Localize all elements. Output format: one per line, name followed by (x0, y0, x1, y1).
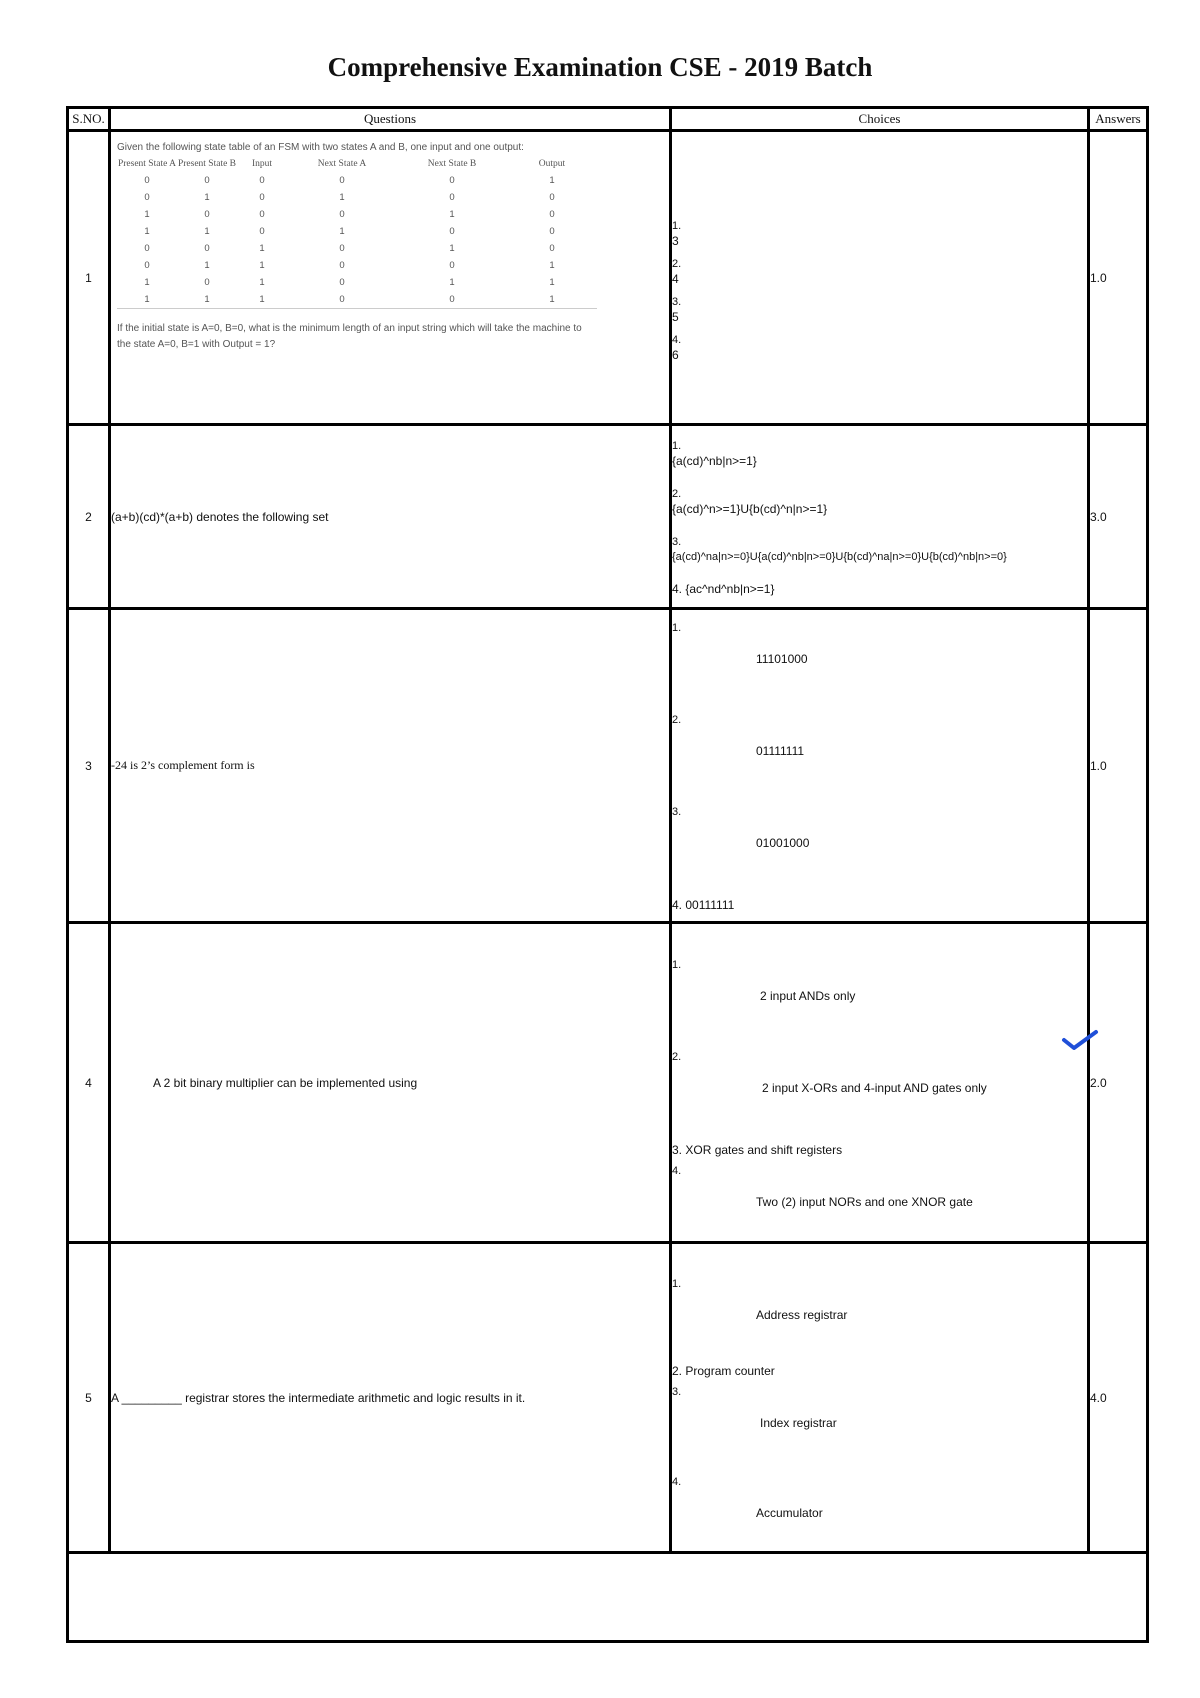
choices-cell (671, 1243, 1089, 1553)
choice-inline (672, 897, 1087, 913)
state-table-row (117, 291, 597, 309)
header-choices: Choices (671, 108, 1089, 131)
choice-number: 4. (672, 898, 683, 912)
choice-text: Accumulator (756, 1506, 823, 1520)
state-col-header: Present State B (177, 158, 237, 169)
choice-text: 11101000 (756, 652, 808, 666)
state-table-cell: 1 (549, 260, 555, 271)
state-table-cell: 1 (177, 291, 237, 309)
state-table-cell: 0 (259, 226, 265, 237)
state-table-cell: 1 (549, 175, 555, 186)
choice-text: {a(cd)^na|n>=0}U{a(cd)^nb|n>=0}U{b(cd)^na|n>=0}U{b(cd)^nb|n>=0} (672, 551, 1007, 563)
state-table-cell: 0 (204, 209, 210, 220)
choice-text: 6 (672, 347, 679, 362)
state-table-cell: 1 (449, 209, 455, 220)
state-table-cell: 1 (259, 243, 265, 254)
choice-number: 3. (672, 536, 682, 548)
choice-number: 4. (672, 582, 683, 596)
table-row (68, 609, 1148, 923)
state-table-cell: 1 (204, 192, 210, 203)
choice-number: 1. (672, 622, 682, 634)
choice-number: 4. (672, 333, 682, 346)
choice-text: {a(cd)^nb|n>=1} (672, 454, 757, 468)
state-table-cell: 1 (549, 277, 555, 288)
fsm-outro: If the initial state is A=0, B=0, what is the minimum length of an input string which will take the machine to the state A=0, B=1 with Output = 1? (117, 323, 582, 350)
empty-cell (68, 1553, 1148, 1642)
state-table-cell: 0 (259, 192, 265, 203)
choice-text: {ac^nd^nb|n>=1} (685, 582, 775, 596)
state-table-cell: 0 (339, 260, 345, 271)
state-table-cell: 0 (449, 192, 455, 203)
choice-number: 2. (672, 714, 682, 726)
question-text: A _________ registrar stores the intermediate arithmetic and logic results in it. (110, 1243, 671, 1553)
state-table-cell: 1 (259, 260, 265, 271)
choice-number: 2. (672, 1051, 682, 1063)
choice-number: 1. (672, 1278, 682, 1290)
question-text: A 2 bit binary multiplier can be implemented using (110, 923, 671, 1243)
choices-cell (671, 425, 1089, 609)
state-table-cell: 0 (204, 175, 210, 186)
state-table-cell: 0 (259, 175, 265, 186)
state-col-header: Output (538, 158, 566, 169)
choice-text: {a(cd)^n>=1}U{b(cd)^n|n>=1} (672, 502, 828, 516)
choice-text: XOR gates and shift registers (685, 1143, 843, 1157)
choice-number: 3. (672, 1143, 683, 1157)
choice-number: 3. (672, 1386, 682, 1398)
choice-number: 2. (672, 488, 682, 500)
choices-cell (671, 609, 1089, 923)
choice-inline (672, 581, 1087, 597)
state-table-cell: 0 (204, 243, 210, 254)
state-table-cell: 1 (144, 209, 150, 220)
state-table-cell: 0 (449, 175, 455, 186)
state-table-cell: 0 (144, 175, 150, 186)
choice-text: 2 input ANDs only (760, 989, 856, 1003)
fsm-intro: Given the following state table of an FSM with two states A and B, one input and one output: (117, 142, 524, 153)
answer-cell: 1.0 (1089, 609, 1148, 923)
serial-number: 5 (68, 1243, 110, 1553)
serial-number: 2 (68, 425, 110, 609)
choice-text: 01001000 (756, 836, 810, 850)
choice-text: 3 (672, 233, 679, 248)
choice-text: 2 input X-ORs and 4-input AND gates only (762, 1081, 987, 1095)
choice-number: 3. (672, 295, 682, 308)
choices-cell (671, 131, 1089, 425)
header-sno: S.NO. (68, 108, 110, 131)
choice-number: 1. (672, 440, 682, 452)
state-table-cell: 0 (549, 192, 555, 203)
choice-number: 1. (672, 219, 682, 232)
choice-text: Index registrar (760, 1416, 837, 1430)
state-table-row (117, 274, 597, 291)
state-table-row (117, 206, 597, 223)
state-table-cell: 1 (204, 226, 210, 237)
table-row (68, 131, 1148, 425)
question-text: -24 is 2’s complement form is (110, 609, 671, 923)
question-text: (a+b)(cd)*(a+b) denotes the following set (110, 425, 671, 609)
choice-number: 3. (672, 806, 682, 818)
state-table-cell: 1 (237, 291, 287, 309)
state-table-cell: 1 (144, 226, 150, 237)
state-table-row (117, 189, 597, 206)
state-col-header: Present State A (117, 158, 177, 169)
state-table-cell: 1 (204, 260, 210, 271)
state-table-cell: 1 (449, 243, 455, 254)
choice-text: Two (2) input NORs and one XNOR gate (756, 1195, 973, 1209)
page-title: Comprehensive Examination CSE - 2019 Batch (327, 52, 873, 82)
state-table-cell: 0 (204, 277, 210, 288)
table-row-empty (68, 1553, 1148, 1642)
state-table-cell: 0 (144, 260, 150, 271)
state-table-cell: 0 (549, 226, 555, 237)
state-col-header: Input (251, 158, 273, 169)
state-table-cell: 1 (339, 226, 345, 237)
choice-text: 5 (672, 309, 679, 324)
table-row (68, 425, 1148, 609)
state-table-cell: 0 (287, 291, 397, 309)
header-questions: Questions (110, 108, 671, 131)
serial-number: 3 (68, 609, 110, 923)
choice-text: 4 (672, 271, 679, 286)
state-table-cell: 1 (259, 277, 265, 288)
answer-cell: 3.0 (1089, 425, 1148, 609)
table-row (68, 1243, 1148, 1553)
choice-number: 4. (672, 1165, 682, 1177)
answer-cell: 4.0 (1089, 1243, 1148, 1553)
state-table-cell: 0 (449, 260, 455, 271)
choice-number: 2. (672, 1364, 683, 1378)
state-col-header: Next State A (317, 158, 367, 169)
state-table-row (117, 223, 597, 240)
state-table-cell: 0 (549, 209, 555, 220)
state-table-cell: 0 (259, 209, 265, 220)
state-table-cell: 0 (449, 226, 455, 237)
checkmark-icon (1060, 1028, 1100, 1054)
state-table-cell: 1 (117, 291, 177, 309)
choice-inline (672, 1363, 1087, 1379)
state-table-cell: 1 (339, 192, 345, 203)
state-table-row (117, 257, 597, 274)
question-cell (110, 131, 671, 425)
choice-inline (672, 1142, 1087, 1158)
header-row (68, 108, 1148, 131)
table-row (68, 923, 1148, 1243)
choice-text: 01111111 (756, 744, 805, 758)
state-table (117, 155, 597, 309)
state-table-row (117, 172, 597, 189)
state-table-cell: 0 (339, 277, 345, 288)
choice-text: 00111111 (685, 898, 735, 912)
choice-text: Program counter (685, 1364, 775, 1378)
state-table-cell: 1 (449, 277, 455, 288)
state-table-cell: 0 (339, 243, 345, 254)
state-table-cell: 0 (339, 175, 345, 186)
state-col-header: Next State B (427, 158, 477, 169)
answer-cell: 2.0 (1089, 923, 1148, 1243)
state-table-cell: 0 (144, 192, 150, 203)
serial-number: 1 (68, 131, 110, 425)
state-table-cell: 0 (339, 209, 345, 220)
state-table-cell: 0 (549, 243, 555, 254)
state-table-cell: 0 (144, 243, 150, 254)
answer-cell: 1.0 (1089, 131, 1148, 425)
header-answers: Answers (1089, 108, 1148, 131)
state-table-cell: 1 (144, 277, 150, 288)
choice-number: 4. (672, 1476, 682, 1488)
choice-text: Address registrar (756, 1308, 848, 1322)
serial-number: 4 (68, 923, 110, 1243)
state-table-cell: 0 (397, 291, 507, 309)
fsm-question-image (111, 132, 669, 353)
state-table-row (117, 240, 597, 257)
state-table-cell: 1 (507, 291, 597, 309)
choice-number: 1. (672, 959, 682, 971)
exam-table (66, 106, 1149, 1643)
choices-cell (671, 923, 1089, 1243)
choice-number: 2. (672, 257, 682, 270)
